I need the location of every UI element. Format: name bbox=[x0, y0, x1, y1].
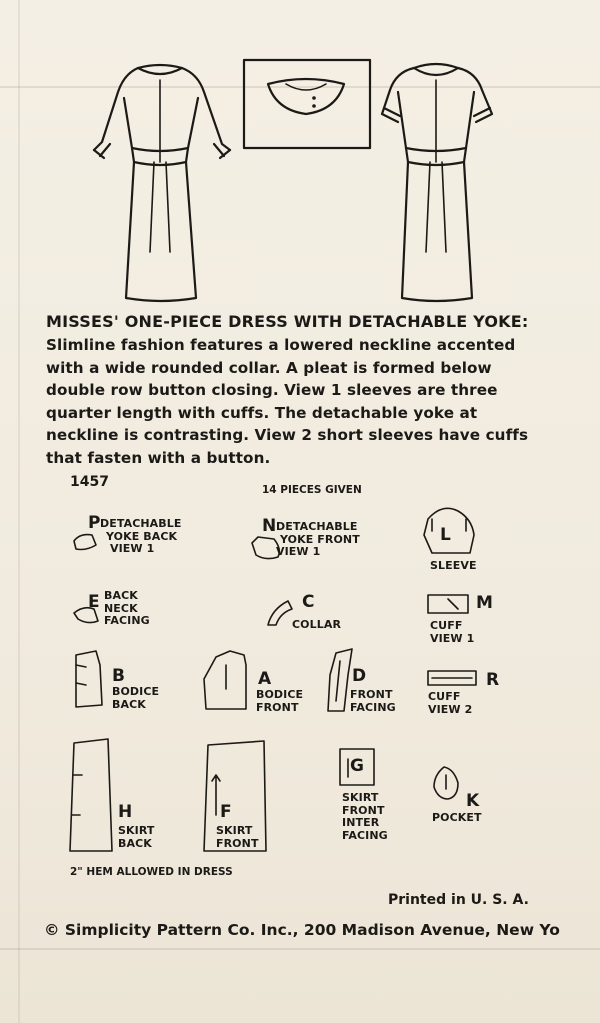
piece-label-b: BODICE BACK bbox=[112, 685, 160, 711]
piece-h-skirt-back-shape bbox=[70, 739, 112, 851]
piece-label-h: SKIRT BACK bbox=[118, 824, 155, 850]
fold-crease bbox=[18, 0, 20, 1023]
fold-crease bbox=[0, 948, 600, 950]
piece-letter: M bbox=[476, 593, 493, 613]
description-line: neckline is contrasting. View 2 short sleeves have cuffs bbox=[46, 426, 529, 445]
piece-p-yoke-back-shape bbox=[74, 535, 96, 550]
piece-label-k: POCKET bbox=[432, 811, 482, 824]
piece-letter: R bbox=[486, 670, 500, 690]
piece-letter: H bbox=[118, 802, 133, 822]
piece-label-l: SLEEVE bbox=[430, 559, 477, 572]
dress-view-2-illustration bbox=[382, 64, 492, 301]
pattern-description bbox=[46, 334, 538, 470]
description-line: that fasten with a button. bbox=[46, 448, 271, 467]
piece-letter: G bbox=[350, 756, 364, 776]
piece-letter: L bbox=[440, 525, 451, 545]
piece-m-cuff-shape bbox=[428, 595, 468, 613]
piece-letter: D bbox=[352, 666, 367, 686]
piece-a-bodice-front-shape bbox=[204, 651, 246, 709]
piece-letter: K bbox=[466, 791, 480, 811]
piece-b-bodice-back-shape bbox=[76, 651, 102, 707]
pattern-title: MISSES' ONE-PIECE DRESS WITH DETACHABLE YOKE: bbox=[46, 312, 529, 331]
description-line: double row button closing. View 1 sleeves are three bbox=[46, 381, 498, 400]
piece-letter: E bbox=[88, 592, 100, 612]
description-line: quarter length with cuffs. The detachable yoke at bbox=[46, 403, 478, 422]
piece-label-n: DETACHABLE YOKE FRONT VIEW 1 bbox=[276, 520, 360, 558]
description-line: with a wide rounded collar. A pleat is formed below bbox=[46, 358, 492, 377]
piece-c-collar-shape bbox=[268, 601, 292, 625]
piece-letter: F bbox=[220, 802, 232, 822]
dress-line-drawings bbox=[80, 52, 510, 304]
piece-label-r: CUFF VIEW 2 bbox=[428, 690, 473, 716]
piece-label-p: DETACHABLE YOKE BACK VIEW 1 bbox=[100, 517, 182, 555]
dress-view-1-illustration bbox=[94, 65, 230, 301]
piece-label-g: SKIRT FRONT INTER FACING bbox=[342, 791, 388, 842]
piece-letter: B bbox=[112, 666, 125, 686]
hem-allowance-note: 2" HEM ALLOWED IN DRESS bbox=[70, 866, 233, 878]
printed-in-note: Printed in U. S. A. bbox=[388, 892, 529, 908]
piece-label-d: FRONT FACING bbox=[350, 688, 396, 714]
piece-letter: N bbox=[262, 516, 277, 536]
pieces-given-note: 14 PIECES GIVEN bbox=[262, 484, 362, 496]
copyright-line: © Simplicity Pattern Co. Inc., 200 Madison Avenue, New Yo bbox=[44, 921, 560, 939]
piece-letter: C bbox=[302, 592, 315, 612]
piece-label-m: CUFF VIEW 1 bbox=[430, 619, 475, 645]
collar-detail-inset bbox=[244, 60, 370, 148]
piece-label-c: COLLAR bbox=[292, 618, 342, 631]
piece-label-f: SKIRT FRONT bbox=[216, 824, 259, 850]
piece-letter: P bbox=[88, 513, 101, 533]
pattern-number: 1457 bbox=[70, 474, 109, 490]
piece-letter: A bbox=[258, 669, 272, 689]
piece-label-a: BODICE FRONT bbox=[256, 688, 304, 714]
description-line: Slimline fashion features a lowered neckline accented bbox=[46, 336, 516, 354]
piece-d-front-facing-shape bbox=[328, 649, 352, 711]
piece-label-e: BACK NECK FACING bbox=[104, 589, 150, 627]
